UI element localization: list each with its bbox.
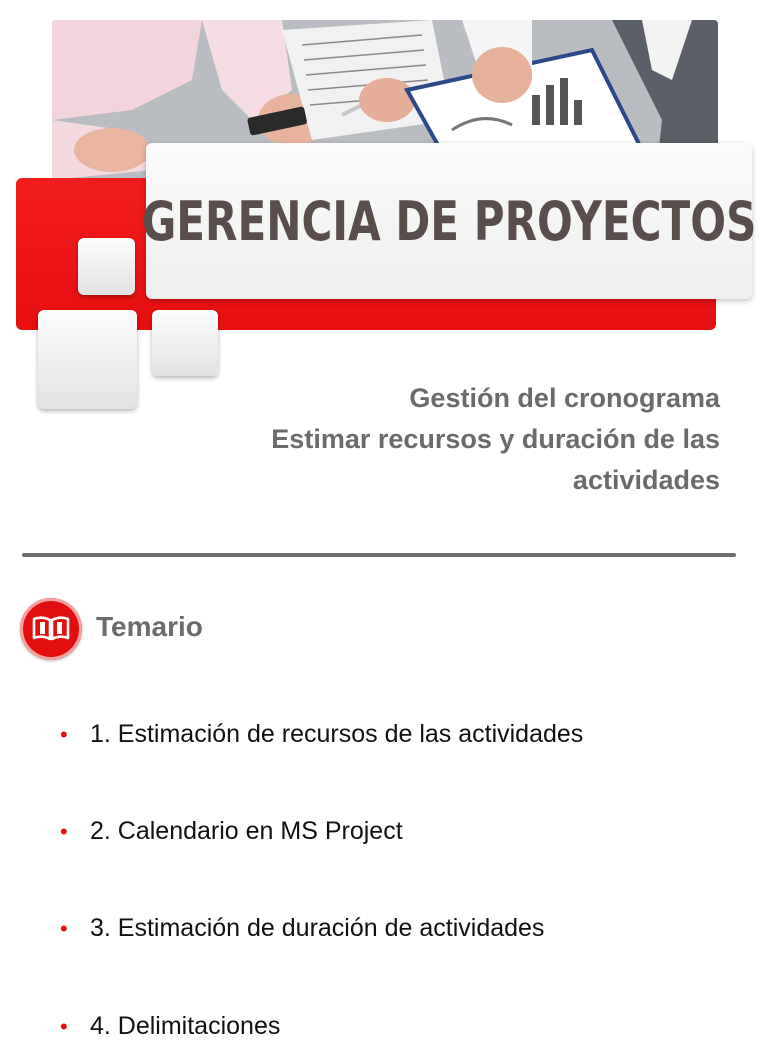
decorative-square-large: [38, 310, 137, 409]
subtitle-line: Estimar recursos y duración de las: [271, 424, 720, 454]
list-item-text: 2. Calendario en MS Project: [90, 817, 403, 845]
section-heading: Temario: [96, 611, 203, 642]
title-card: [141, 143, 757, 299]
subtitle-line: Gestión del cronograma: [409, 383, 720, 413]
subtitle-line: actividades: [572, 465, 720, 495]
slide-title: GERENCIA DE PROYECTOS: [141, 189, 757, 253]
list-item: [60, 1012, 280, 1041]
bullet: •: [60, 1014, 68, 1039]
list-item: [60, 720, 583, 749]
section-divider: [22, 553, 736, 557]
list-item: [60, 914, 544, 943]
list-item-text: 1. Estimación de recursos de las actividades: [90, 720, 584, 748]
slide-subtitle: [160, 378, 720, 501]
bullet: •: [60, 819, 68, 844]
bullet: •: [60, 916, 68, 941]
open-book-icon: [20, 598, 82, 660]
decorative-square-medium: [152, 310, 218, 376]
bullet: •: [60, 722, 68, 747]
list-item-text: 3. Estimación de duración de actividades: [90, 914, 545, 942]
list-item-text: 4. Delimitaciones: [90, 1012, 281, 1040]
list-item: [60, 817, 403, 846]
decorative-square-small: [78, 238, 135, 295]
